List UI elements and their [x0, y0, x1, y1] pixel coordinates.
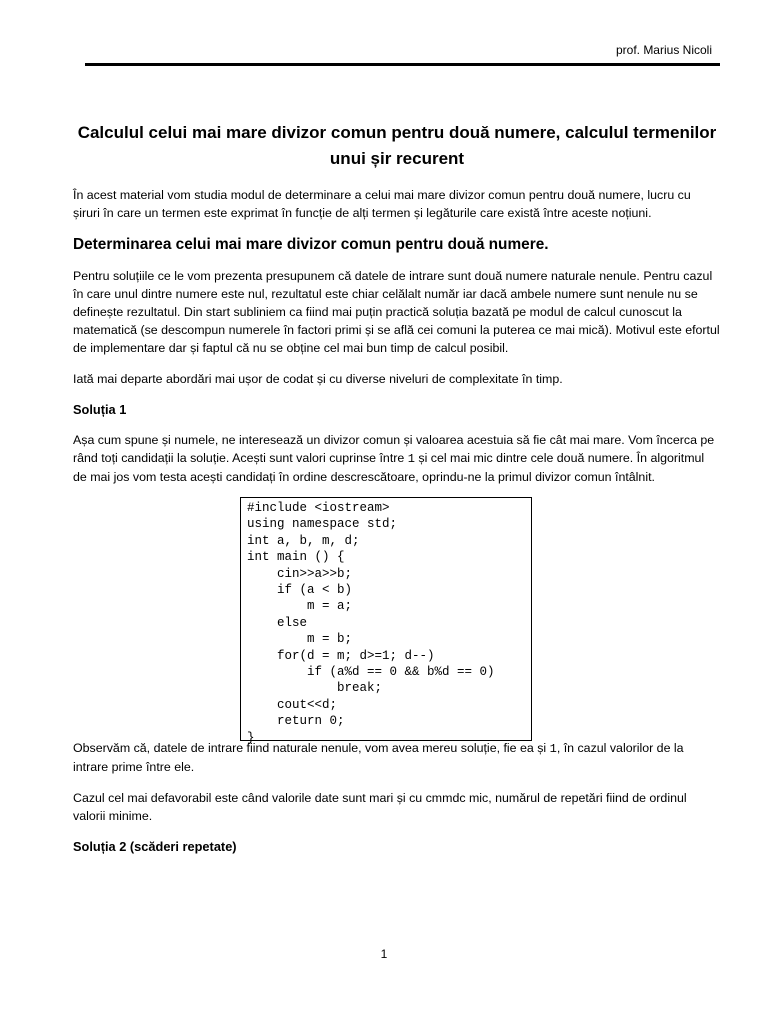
- section-heading-gcd: Determinarea celui mai mare divizor comun pentru două numere.: [73, 236, 549, 253]
- intro-paragraph: În acest material vom studia modul de determinare a celui mai mare divizor comun pentru două numere, lucru cu șiruri în care un termen este exprimat în funcție de alți termen și legăturile care există între aceste noțiuni.: [73, 188, 691, 220]
- observation-text-b: , în cazul valorilor de la intrare prime între ele.: [73, 741, 684, 774]
- code-listing: #include <iostream> using namespace std; int a, b, m, d; int main () { cin>>a>>b; if (a < b) m = a; else m = b; for(d = m; d>=1; d--) if (a%d == 0 && b%d == 0) break; cout<<d; return 0; }: [247, 501, 495, 745]
- solution1-heading: Soluția 1: [73, 402, 127, 417]
- approaches-paragraph: Iată mai departe abordări mai ușor de codat și cu diverse niveluri de complexitate în timp.: [73, 372, 563, 386]
- inline-code-one: 1: [407, 452, 415, 466]
- observation-text-a: Observăm că, datele de intrare fiind naturale nenule, vom avea mereu soluție, fie ea și: [73, 741, 550, 755]
- header-rule: [85, 63, 720, 66]
- gcd-assumptions-paragraph: Pentru soluțiile ce le vom prezenta presupunem că datele de intrare sunt două numere naturale nenule. Pentru cazul în care unul dintre numere este nul, rezultatul este chiar celălalt număr iar dacă ambele numere sunt nenule nu se definește rezultatul. Din start subliniem ca fiind mai puțin practică soluția bazată pe modul de calcul cunoscut la matematică (se descompun numerele în factori primi și se află cei comuni la puterea ce mai mică). Motivul este efortul de implementare dar și faptul că nu se obține cel mai bun timp de calcul posibil.: [73, 269, 720, 355]
- code-block: [240, 497, 532, 745]
- worst-case-paragraph: Cazul cel mai defavorabil este când valorile date sunt mari și cu cmmdc mic, numărul de repetări fiind de ordinul valorii minime.: [73, 791, 687, 823]
- inline-code-one: 1: [549, 742, 557, 756]
- solution1-paragraph: [73, 431, 721, 486]
- document-title: Calculul celui mai mare divizor comun pentru două numere, calculul termenilor unui șir recurent: [77, 123, 717, 168]
- solution1-text-b: și cel mai mic dintre cele două numere. În algoritmul de mai jos vom testa acești candidați în ordine descrescătoare, oprindu-ne la primul divizor comun întâlnit.: [73, 451, 705, 484]
- solution2-heading: Soluția 2 (scăderi repetate): [73, 839, 237, 854]
- solution1-text-a: Așa cum spune și numele, ne interesează un divizor comun și valoarea acestuia să fie cât mai mare. Vom încerca pe rând toți candidații la soluție. Acești sunt valori cuprinse între: [73, 433, 715, 465]
- author-header: prof. Marius Nicoli: [615, 43, 712, 57]
- document-body: [73, 120, 721, 868]
- page-number: 1: [380, 947, 388, 961]
- observation-paragraph: [73, 739, 721, 776]
